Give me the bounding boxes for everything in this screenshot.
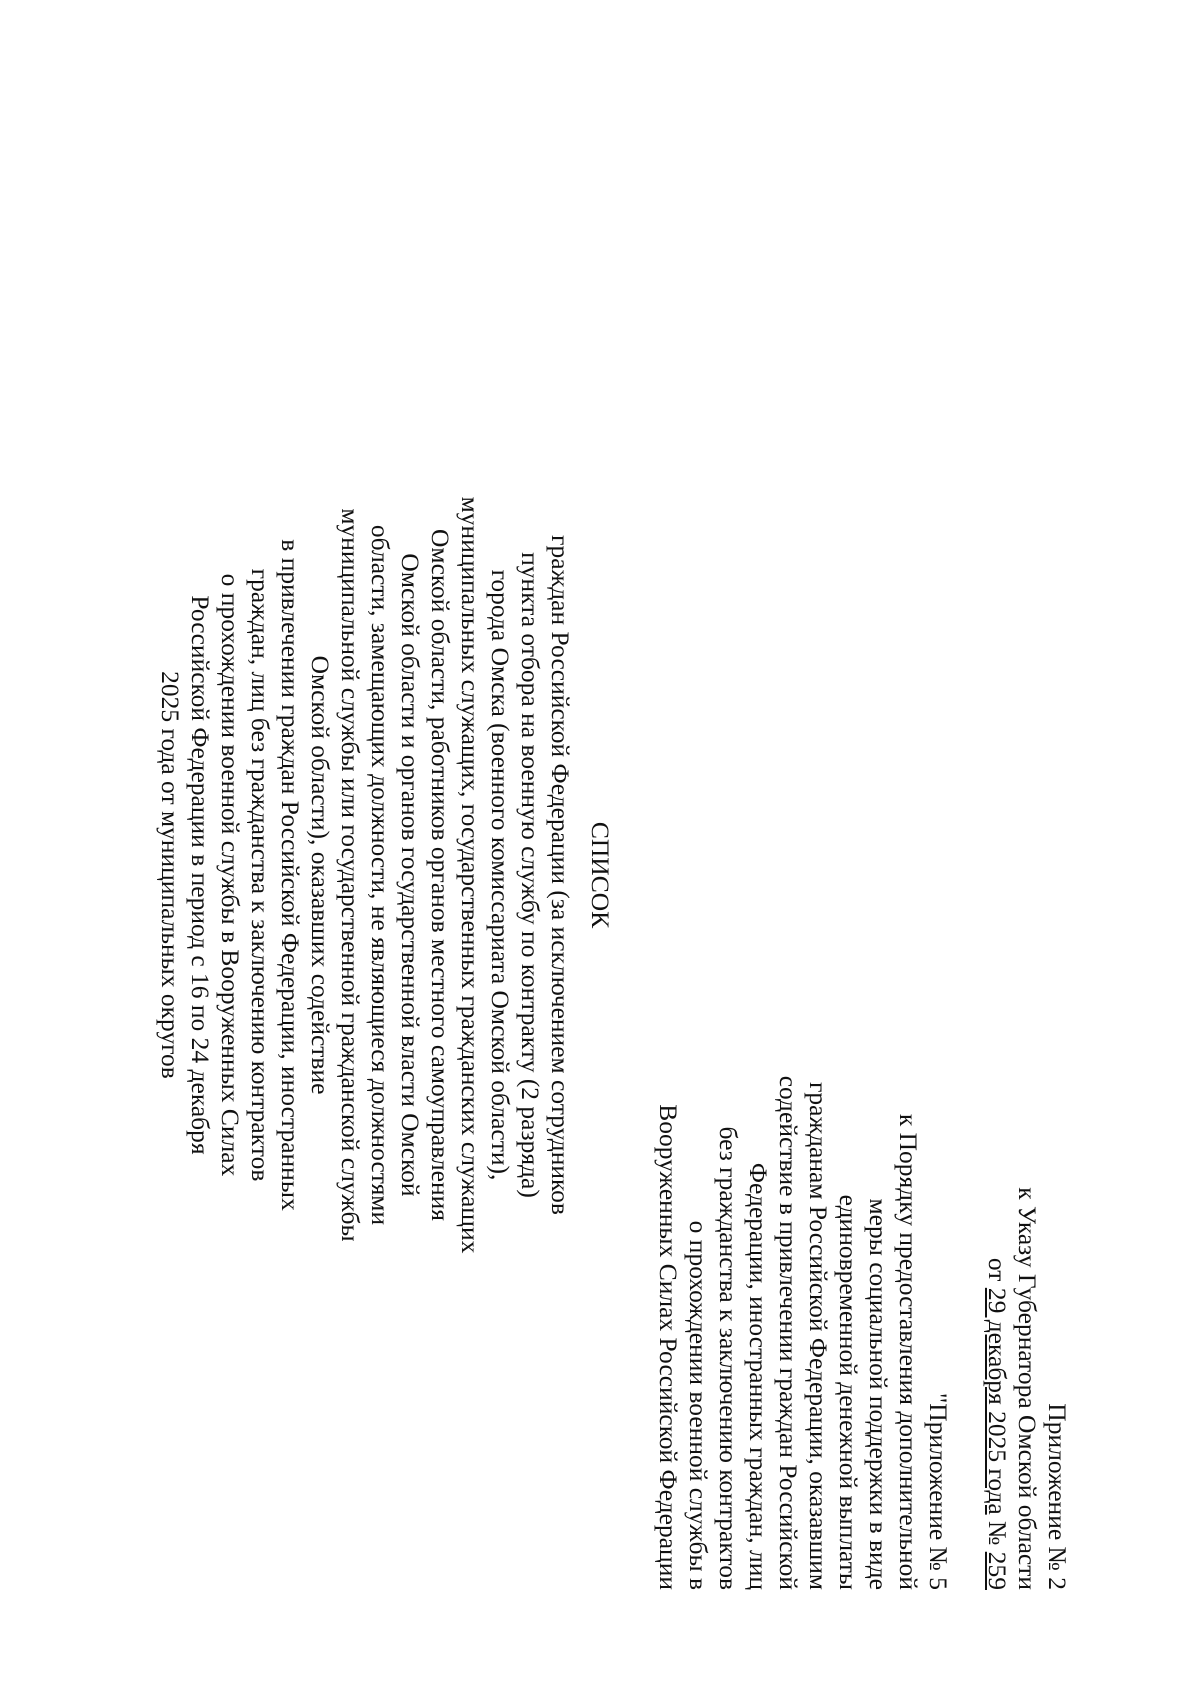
decree-date: 29 декабря 2025 года [983, 1287, 1012, 1515]
list-description-line: пункта отбора на военную службу по контракту (2 разряда) [516, 552, 545, 1198]
decree-number: 259 [983, 1551, 1012, 1590]
appendix-5-line: без гражданства к заключению контрактов [714, 1126, 743, 1590]
appendix-5-line: единовременной денежной выплаты [834, 1194, 863, 1590]
list-description-line: муниципальных служащих, государственных гражданских служащих [456, 496, 485, 1254]
date-prefix: от [983, 1257, 1012, 1288]
appendix-2-date-line [982, 1258, 1012, 1590]
appendix-5-line: к Порядку предоставления дополнительной [894, 1113, 923, 1590]
appendix-5-line: содействие в привлечении граждан Российской [774, 1075, 803, 1590]
list-description-line: в привлечении граждан Российской Федерации, иностранных [276, 539, 305, 1211]
number-sign: № [983, 1514, 1012, 1552]
list-description-line: Российской Федерации в период с 16 по 24 декабря [186, 595, 215, 1155]
list-description-line: 2025 года от муниципальных округов [156, 671, 185, 1079]
appendix-5-line: о прохождении военной службы в [684, 1220, 713, 1590]
list-description-line: Омской области и органов государственной власти Омской [396, 553, 425, 1197]
appendix-5-line: Федерации, иностранных граждан, лиц [744, 1162, 773, 1590]
appendix-2-title: Приложение № 2 [1043, 1403, 1072, 1590]
list-description-line: Омской области), оказавших содействие [306, 655, 335, 1095]
list-title: СПИСОК [586, 821, 615, 929]
appendix-5-line: меры социальной поддержки в виде [864, 1198, 893, 1590]
list-description-line: о прохождении военной службы в Вооруженных Силах [216, 573, 245, 1177]
appendix-5-line: гражданам Российской Федерации, оказавшим [804, 1081, 833, 1590]
appendix-5-line: Вооруженных Силах Российской Федерации [654, 1104, 683, 1590]
list-description-line: муниципальной службы или государственной гражданской службы [336, 508, 365, 1242]
list-description-line: области, замещающих должности, не являющиеся должностями [366, 524, 395, 1226]
list-description-line: граждан Российской Федерации (за исключением сотрудников [546, 535, 575, 1215]
list-description-line: граждан, лиц без гражданства к заключению контрактов [246, 568, 275, 1182]
list-description-line: города Омска (военного комиссариата Омской области), [486, 569, 515, 1181]
appendix-5-title: "Приложение № 5 [924, 1392, 953, 1590]
list-description-line: Омской области, работников органов местного самоуправления [426, 529, 455, 1221]
appendix-2-decree-ref: к Указу Губернатора Омской области [1013, 1187, 1042, 1590]
